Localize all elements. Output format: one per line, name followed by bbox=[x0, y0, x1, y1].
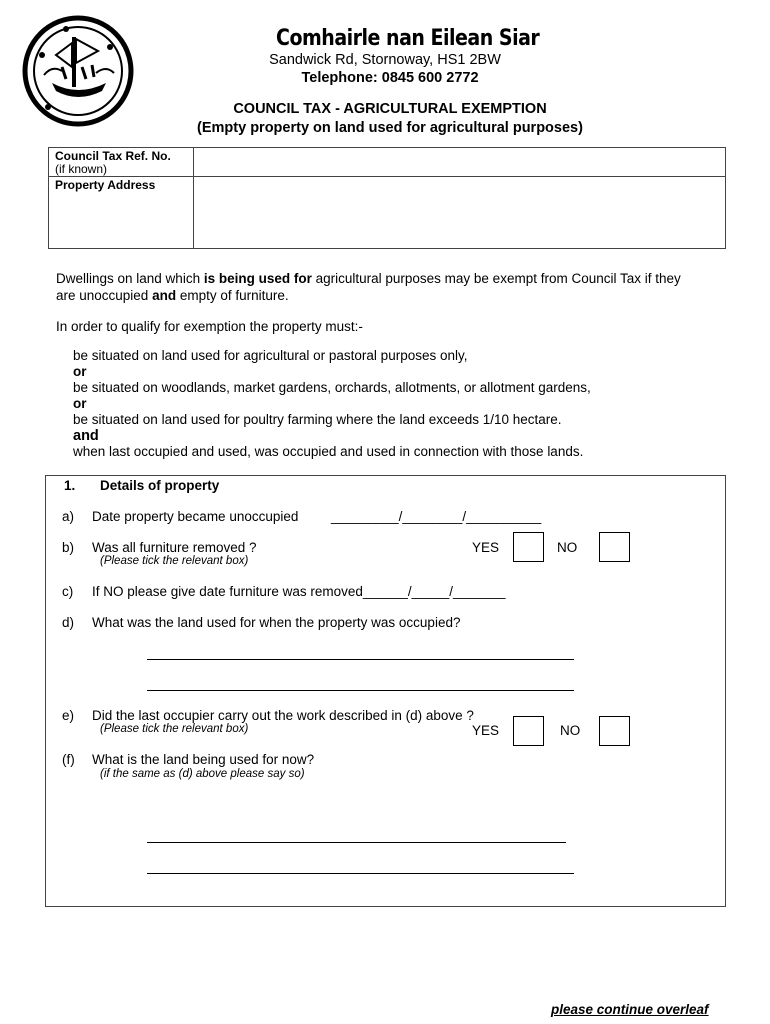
section-1-heading: Details of property bbox=[100, 478, 220, 493]
condition-4: when last occupied and used, was occupied and used in connection with those lands. bbox=[73, 444, 584, 459]
continue-overleaf-note: please continue overleaf bbox=[551, 1002, 709, 1017]
council-address: Sandwick Rd, Stornoway, HS1 2BW bbox=[269, 52, 501, 68]
question-e-no-label: NO bbox=[560, 723, 581, 738]
condition-1: be situated on land used for agricultural or pastoral purposes only, bbox=[73, 348, 468, 363]
question-d-answer-line-1[interactable] bbox=[147, 659, 574, 660]
form-subtitle: (Empty property on land used for agricultural purposes) bbox=[197, 120, 583, 136]
question-e-label: e) bbox=[62, 708, 75, 723]
condition-and: and bbox=[73, 428, 99, 444]
question-f-hint: (if the same as (d) above please say so) bbox=[100, 768, 305, 780]
question-f-text: What is the land being used for now? bbox=[92, 752, 315, 767]
question-d-label: d) bbox=[62, 615, 75, 630]
question-e-text: Did the last occupier carry out the work described in (d) above ? bbox=[92, 708, 474, 723]
question-a-text: Date property became unoccupied bbox=[92, 509, 299, 524]
question-f-label: (f) bbox=[62, 752, 75, 767]
question-a-label: a) bbox=[62, 509, 75, 524]
intro-paragraph: Dwellings on land which is being used for agricultural purposes may be exempt from Council Tax if they are unoccupied and empty of furniture. bbox=[56, 271, 681, 303]
question-b-hint: (Please tick the relevant box) bbox=[100, 555, 249, 567]
condition-or-1: or bbox=[73, 364, 87, 379]
form-title: COUNCIL TAX - AGRICULTURAL EXEMPTION bbox=[233, 101, 547, 117]
question-d-answer-line-2[interactable] bbox=[147, 690, 574, 691]
question-e-yes-checkbox[interactable] bbox=[513, 716, 544, 746]
property-reference-table bbox=[48, 147, 726, 249]
question-c-text[interactable]: If NO please give date furniture was removed______/_____/_______ bbox=[92, 584, 506, 599]
property-address-field[interactable] bbox=[195, 178, 723, 246]
property-address-label: Property Address bbox=[55, 178, 156, 192]
question-b-yes-label: YES bbox=[472, 540, 500, 555]
question-e-no-checkbox[interactable] bbox=[599, 716, 630, 746]
condition-2: be situated on woodlands, market gardens, orchards, allotments, or allotment gardens, bbox=[73, 380, 591, 395]
question-e-yes-label: YES bbox=[472, 723, 500, 738]
question-b-label: b) bbox=[62, 540, 75, 555]
council-tax-ref-field[interactable] bbox=[195, 148, 723, 175]
date-unoccupied-field[interactable]: _________/________/__________ bbox=[331, 509, 542, 524]
condition-3: be situated on land used for poultry farming where the land exceeds 1/10 hectare. bbox=[73, 412, 562, 427]
question-b-text: Was all furniture removed ? bbox=[92, 540, 257, 555]
council-name: Comhairle nan Eilean Siar bbox=[276, 25, 540, 51]
question-c-label: c) bbox=[62, 584, 74, 599]
condition-or-2: or bbox=[73, 396, 87, 411]
council-tax-ref-hint: (if known) bbox=[55, 162, 108, 176]
question-e-hint: (Please tick the relevant box) bbox=[100, 723, 249, 735]
qualify-text: In order to qualify for exemption the property must:- bbox=[56, 319, 363, 334]
question-f-answer-line-1[interactable] bbox=[147, 842, 566, 843]
council-tax-ref-label: Council Tax Ref. No. bbox=[55, 149, 171, 163]
section-1-number: 1. bbox=[64, 478, 76, 493]
question-d-text: What was the land used for when the property was occupied? bbox=[92, 615, 461, 630]
question-b-no-label: NO bbox=[557, 540, 578, 555]
council-telephone: Telephone: 0845 600 2772 bbox=[301, 70, 479, 86]
question-f-answer-line-2[interactable] bbox=[147, 873, 574, 874]
question-b-yes-checkbox[interactable] bbox=[513, 532, 544, 562]
question-b-no-checkbox[interactable] bbox=[599, 532, 630, 562]
